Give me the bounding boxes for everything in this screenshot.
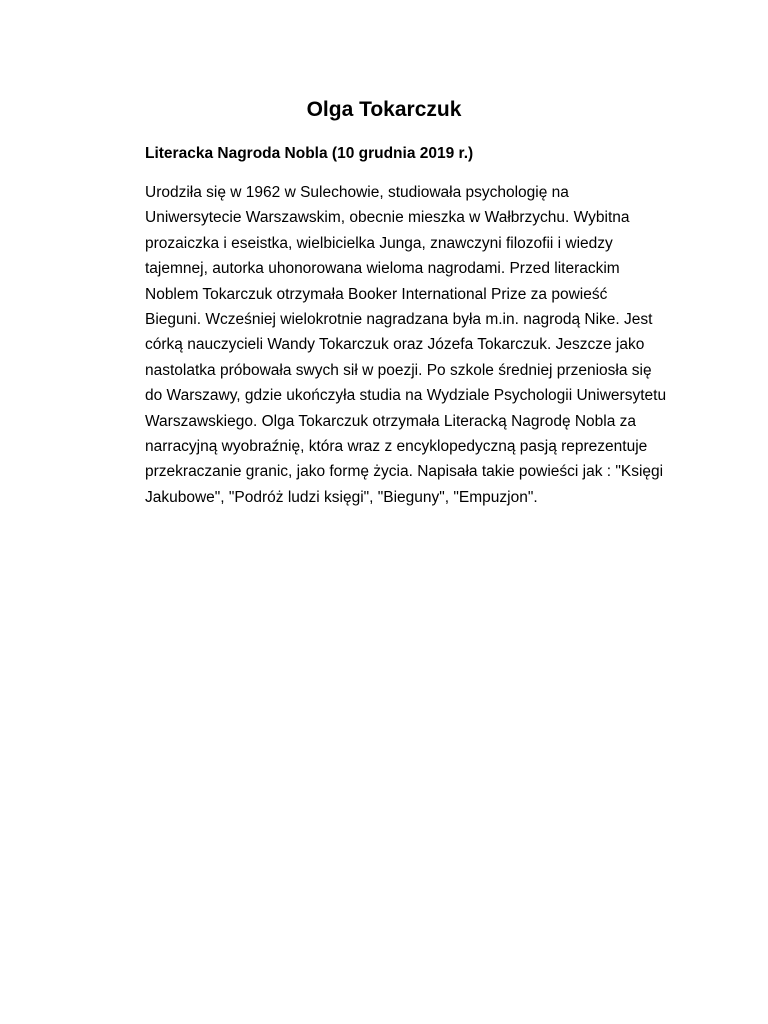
body-line: tajemnej, autorka uhonorowana wieloma nagrodami. Przed literackim xyxy=(145,260,620,278)
body-line: Uniwersytecie Warszawskim, obecnie mieszka w Wałbrzychu. Wybitna xyxy=(145,209,630,227)
body-line: córką nauczycieli Wandy Tokarczuk oraz Józefa Tokarczuk. Jeszcze jako xyxy=(145,336,645,354)
body-line: prozaiczka i eseistka, wielbicielka Junga, znawczyni filozofii i wiedzy xyxy=(145,234,613,252)
body-line: Bieguni. Wcześniej wielokrotnie nagradzana była m.in. nagrodą Nike. Jest xyxy=(145,311,653,329)
body-line: Noblem Tokarczuk otrzymała Booker International Prize za powieść xyxy=(145,285,608,303)
page-title: Olga Tokarczuk xyxy=(306,98,462,121)
body-line: nastolatka próbowała swych sił w poezji. Po szkole średniej przeniosła się xyxy=(145,361,652,379)
body-line: narracyjną wyobraźnię, która wraz z encyklopedyczną pasją reprezentuje xyxy=(145,438,648,456)
body-line: Warszawskiego. Olga Tokarczuk otrzymała Literacką Nagrodę Nobla za xyxy=(145,412,637,430)
body-line: Urodziła się w 1962 w Sulechowie, studiowała psychologię na xyxy=(145,184,569,201)
body-line: przekraczanie granic, jako formę życia. Napisała takie powieści jak : "Księgi xyxy=(145,463,664,481)
document-subtitle: Literacka Nagroda Nobla (10 grudnia 2019 r.) xyxy=(145,145,474,162)
body-line: Jakubowe", "Podróż ludzi księgi", "Bieguny", "Empuzjon". xyxy=(145,488,538,506)
body-line: do Warszawy, gdzie ukończyła studia na Wydziale Psychologii Uniwersytetu xyxy=(145,387,667,405)
body-paragraph xyxy=(145,180,705,510)
